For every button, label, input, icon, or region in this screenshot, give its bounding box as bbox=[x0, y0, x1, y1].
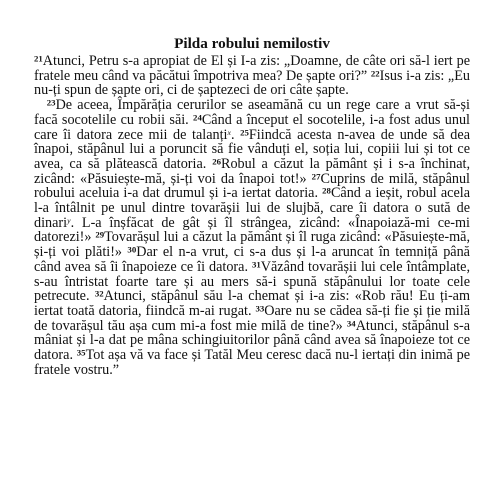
passage-body bbox=[34, 54, 470, 377]
verse-text: Când a început el socotelile, i-a fost adus unul care îi datora zece mii de talanți bbox=[34, 111, 470, 143]
footnote-marker: x bbox=[227, 127, 231, 137]
verse-number: 32 bbox=[94, 288, 104, 299]
verse-number: 25 bbox=[240, 126, 249, 137]
verse-text: Atunci, stăpânul său l-a chemat și i-a zis: «Rob rău! Eu ți-am iertat toată datoria, fiindcă m-ai rugat. bbox=[34, 288, 471, 319]
scripture-page bbox=[34, 36, 470, 377]
footnote-marker: y bbox=[67, 215, 71, 225]
verse-number: 24 bbox=[193, 112, 202, 123]
verse-number: 28 bbox=[322, 185, 331, 196]
verse-text: Atunci, stăpânul s-a mâniat și l-a dat pe mâna schingiuitorilor până când avea să înapoieze tot ce datora. bbox=[34, 317, 470, 364]
verse-text: Robul a căzut la pământ și i s-a închinat, zicând: «Păsuiește-mă, și-ți voi da înapoi tot!» bbox=[34, 155, 470, 187]
verse-number: 23 bbox=[46, 97, 56, 108]
verse-number: 27 bbox=[311, 170, 321, 181]
verse-text: De aceea, Împărăția cerurilor se aseamănă cu un rege care a vrut să-și facă socotelile cu robii săi. bbox=[34, 97, 470, 128]
verse-text: Oare nu se cădea să-ți fie și ție milă de tovarășul tău așa cum mi-a fost mie milă de tine?» bbox=[34, 302, 470, 334]
verse-number: 29 bbox=[95, 229, 105, 240]
verse-number: 26 bbox=[212, 156, 221, 167]
paragraph bbox=[34, 54, 470, 98]
verse-text: Isus i-a zis: „Eu nu-ți spun de șapte ori, ci de șaptezeci de ori câte șapte. bbox=[34, 67, 470, 99]
verse-text: Tot așa vă va face și Tatăl Meu ceresc dacă nu-l iertați din inimă pe fratele vostru.” bbox=[34, 347, 470, 378]
verse-number: 21 bbox=[34, 53, 43, 64]
verse-text: Văzând tovarășii lui cele întâmplate, s-au întristat foarte tare și au mers să-i spună stăpânului lor toate cele petrecute. bbox=[34, 258, 470, 305]
verse-text: Tovarășul lui a căzut la pământ și îl ruga zicând: «Păsuiește-mă, și-ți voi plăti!» bbox=[34, 229, 470, 261]
paragraph bbox=[34, 98, 470, 377]
verse-text: Când a ieșit, robul acela l-a întâlnit pe unul dintre tovarășii lui de slujbă, care îi datora o sută de dinari bbox=[34, 185, 471, 231]
verse-number: 35 bbox=[76, 347, 86, 358]
verse-text: . L-a înșfăcat de gât și îl strângea, zicând: «Înapoiază-mi ce-mi datorezi!» bbox=[34, 214, 470, 246]
verse-number: 22 bbox=[370, 68, 380, 79]
verse-text: Fiindcă acesta n-avea de unde să dea înapoi, stăpânul lui a poruncit să fie vânduți el, soția lui, copiii lui și tot ce avea, ca să plătească datoria. bbox=[34, 126, 470, 172]
verse-text: Dar el n-a vrut, ci s-a dus și l-a aruncat în temniță până când avea să îi înapoieze ce îi datora. bbox=[34, 244, 470, 275]
section-heading: Pilda robului nemilostiv bbox=[174, 35, 330, 52]
verse-text: Atunci, Petru s-a apropiat de El și I-a zis: „Doamne, de câte ori să-l iert pe fratele meu când va păcătui împotriva mea? De șapte ori?” bbox=[34, 53, 470, 84]
verse-number: 33 bbox=[255, 303, 265, 314]
verse-text: Cuprins de milă, stăpânul robului aceluia i-a dat drumul și i-a iertat datoria. bbox=[34, 170, 470, 202]
verse-number: 34 bbox=[346, 317, 356, 328]
verse-text: . bbox=[230, 126, 241, 143]
verse-number: 30 bbox=[127, 244, 137, 255]
verse-number: 31 bbox=[251, 259, 261, 270]
